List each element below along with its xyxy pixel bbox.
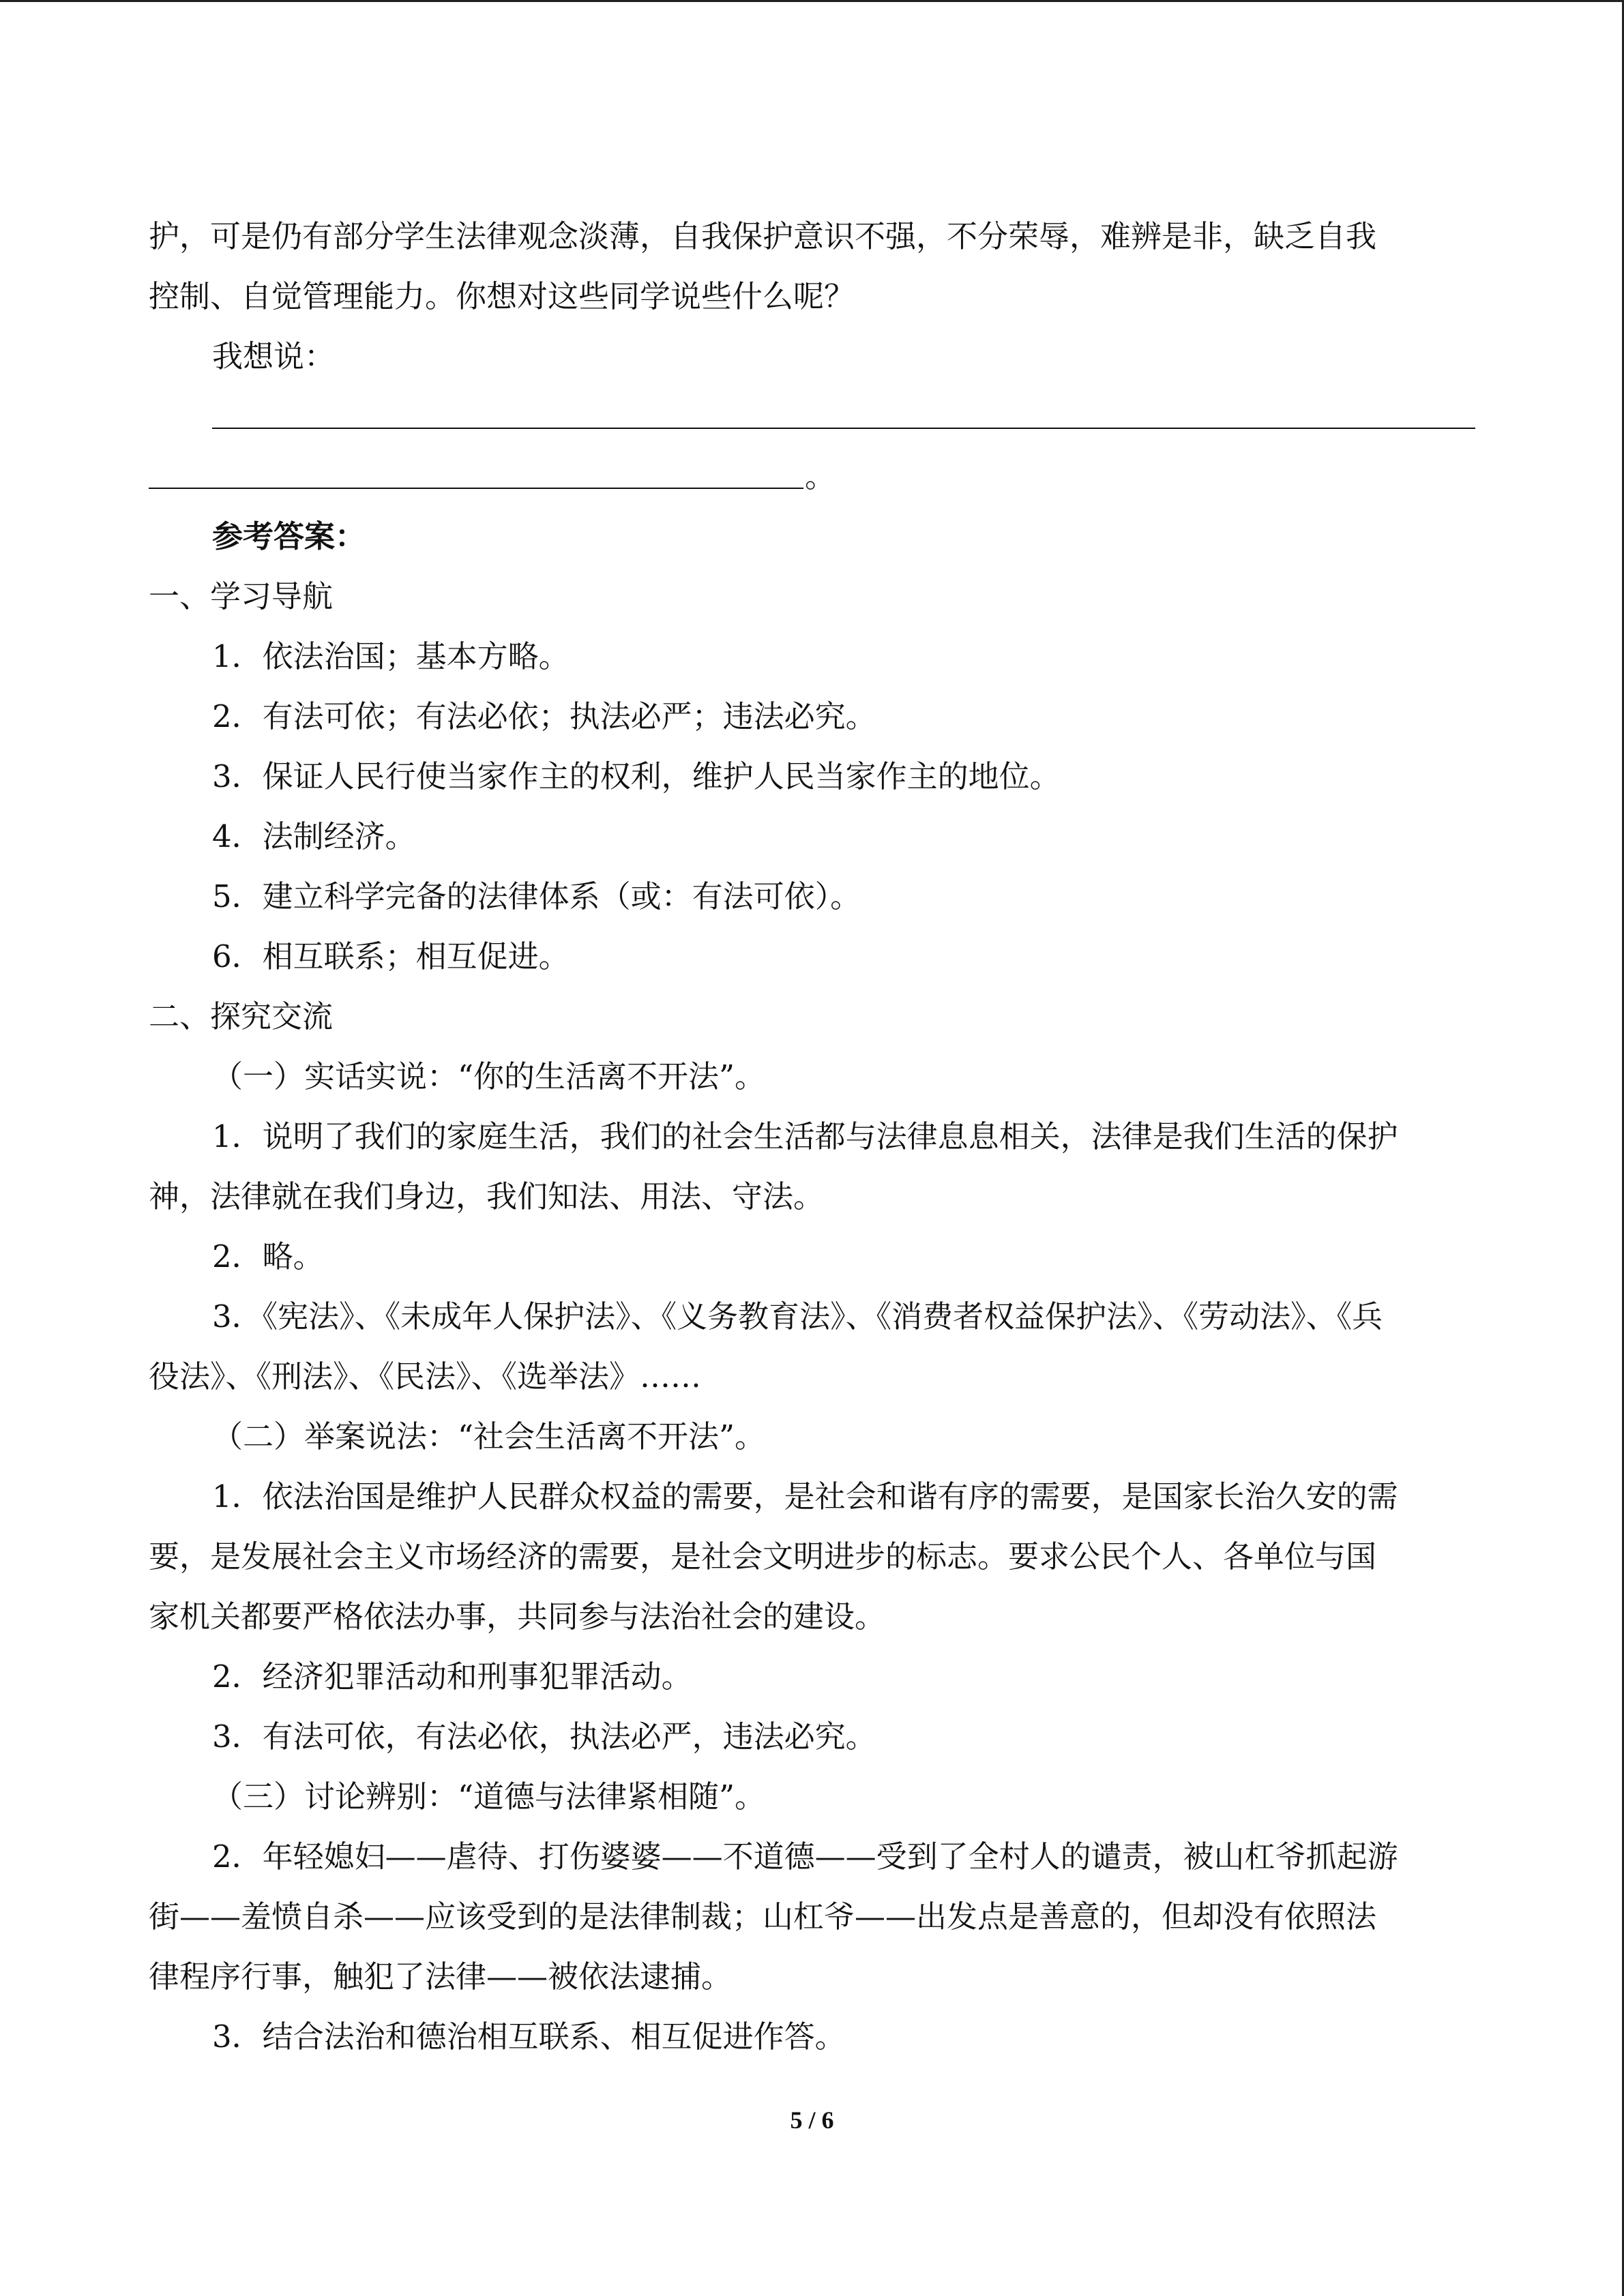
part-3-title: （三）讨论辨别：“道德与法律紧相随”。 bbox=[212, 1778, 766, 1815]
intro-line-2: 控制、自觉管理能力。你想对这些同学说些什么呢？ bbox=[149, 278, 855, 314]
page-number: 5 / 6 bbox=[790, 2106, 834, 2134]
answers-title: 参考答案： bbox=[212, 518, 366, 554]
document-body bbox=[149, 207, 1475, 2067]
part-1-item-1-line-2: 神，法律就在我们身边，我们知法、用法、守法。 bbox=[149, 1178, 825, 1214]
section-2-heading: 二、探究交流 bbox=[149, 998, 334, 1034]
part-2-item-3: 3．有法可依，有法必依，执法必严，违法必究。 bbox=[212, 1718, 876, 1755]
section-1-item: 3．保证人民行使当家作主的权利，维护人民当家作主的地位。 bbox=[212, 758, 1061, 794]
blank-end-punctuation: 。 bbox=[805, 458, 836, 494]
answer-blank-line-1[interactable] bbox=[149, 387, 1475, 447]
part-2-item-1-line-2: 要，是发展社会主义市场经济的需要，是社会文明进步的标志。要求公民个人、各单位与国 bbox=[149, 1538, 1377, 1575]
part-2-title: （二）举案说法：“社会生活离不开法”。 bbox=[212, 1418, 766, 1455]
part-3-item-2-line-2: 街——羞愤自杀——应该受到的是法律制裁；山杠爷——出发点是善意的，但却没有依照法 bbox=[149, 1898, 1377, 1935]
answer-prompt: 我想说： bbox=[212, 338, 336, 374]
part-1-item-3-line-2: 役法》、《刑法》、《民法》、《选举法》…… bbox=[149, 1358, 702, 1395]
section-1-item: 6．相互联系；相互促进。 bbox=[212, 938, 570, 974]
part-2-item-1-line-3: 家机关都要严格依法办事，共同参与法治社会的建设。 bbox=[149, 1598, 886, 1635]
part-1-item-1-line-1: 1．说明了我们的家庭生活，我们的社会生活都与法律息息相关，法律是我们生活的保护 bbox=[212, 1118, 1398, 1154]
part-1-item-2: 2．略。 bbox=[212, 1238, 324, 1274]
section-1-item: 1．依法治国；基本方略。 bbox=[212, 638, 570, 674]
part-2-item-1-line-1: 1．依法治国是维护人民群众权益的需要，是社会和谐有序的需要，是国家长治久安的需 bbox=[212, 1478, 1398, 1515]
part-1-item-3-line-1: 3．《宪法》、《未成年人保护法》、《义务教育法》、《消费者权益保护法》、《劳动法》、《兵 bbox=[212, 1298, 1383, 1335]
section-1-heading: 一、学习导航 bbox=[149, 578, 334, 614]
part-3-item-2-line-3: 律程序行事，触犯了法律——被依法逮捕。 bbox=[149, 1958, 733, 1995]
part-1-title: （一）实话实说：“你的生活离不开法”。 bbox=[212, 1058, 766, 1094]
intro-line-1: 护，可是仍有部分学生法律观念淡薄，自我保护意识不强，不分荣辱，难辨是非，缺乏自我 bbox=[149, 218, 1377, 254]
part-2-item-2: 2．经济犯罪活动和刑事犯罪活动。 bbox=[212, 1658, 692, 1695]
part-3-item-2-line-1: 2．年轻媳妇——虐待、打伤婆婆——不道德——受到了全村人的谴责，被山杠爷抓起游 bbox=[212, 1838, 1398, 1875]
section-1-item: 4．法制经济。 bbox=[212, 818, 416, 854]
answer-blank-line-2[interactable] bbox=[149, 447, 1475, 507]
section-1-item: 5．建立科学完备的法律体系（或：有法可依）。 bbox=[212, 878, 861, 914]
part-3-item-3: 3．结合法治和德治相互联系、相互促进作答。 bbox=[212, 2018, 846, 2055]
section-1-item: 2．有法可依；有法必依；执法必严；违法必究。 bbox=[212, 698, 876, 734]
